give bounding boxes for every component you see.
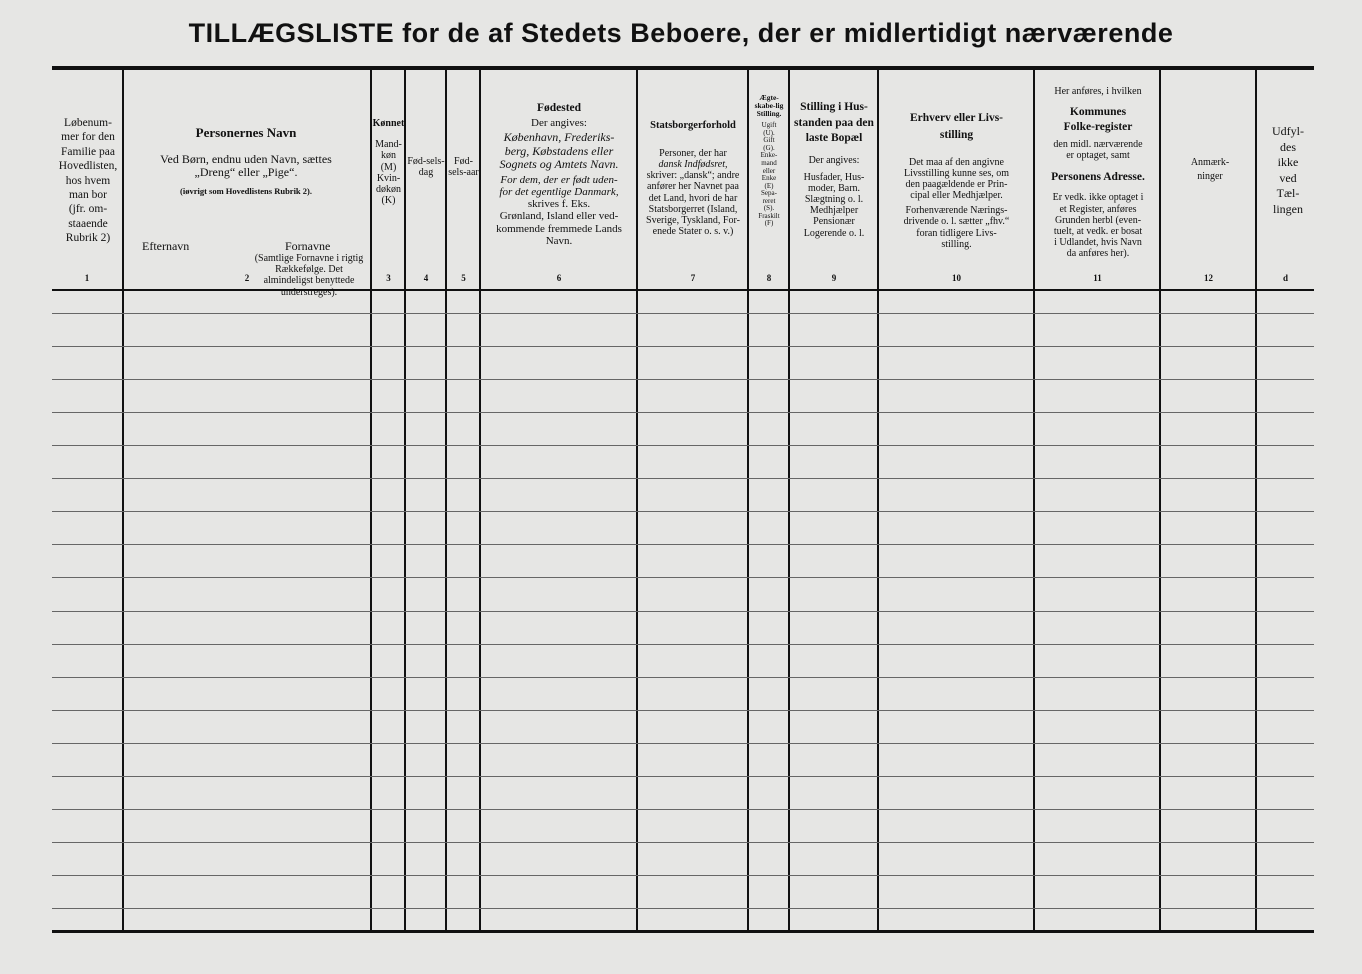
entry-row-line xyxy=(52,677,1314,678)
col2-sub-fornavne-note: (Samtlige Fornavne i rigtig Rækkefølge. Det almindeligst benyttede understreges). xyxy=(254,253,364,298)
column-divider xyxy=(479,66,481,930)
entry-row-line xyxy=(52,875,1314,876)
col-number: 11 xyxy=(1093,273,1102,283)
column-divider xyxy=(747,66,749,930)
col9-header: Stilling i Hus-standen paa den laste Bopæl Der angives: Husfader, Hus- moder, Barn. Slægtning o. l. Medhjælper Pensionær Logerende o. l. xyxy=(794,101,874,239)
entry-row-line xyxy=(52,577,1314,578)
col-number: 9 xyxy=(831,273,837,283)
col2-sub-fornavne: Fornavne xyxy=(285,239,331,253)
col8-header: Ægte-skabe-lig Stilling. Ugift (U). Gift (G). Enke- mand eller Enke (E) Sepa- reret (S). Fraskilt (F) xyxy=(754,93,784,228)
column-divider xyxy=(1033,66,1035,930)
entry-row-line xyxy=(52,478,1314,479)
col-number: 4 xyxy=(423,273,429,283)
column-divider xyxy=(1159,66,1161,930)
entry-row-line xyxy=(52,809,1314,810)
cold-header: Udfyl- des ikke ved Tæl- lingen xyxy=(1272,124,1304,216)
entry-row-line xyxy=(52,743,1314,744)
entry-row-line xyxy=(52,611,1314,612)
col5-header: Fød-sels-aar xyxy=(448,156,479,179)
col3-header: Kønnet Mand- køn (M) Kvin- døkøn (K) xyxy=(372,118,405,207)
form-title: TILLÆGSLISTE for de af Stedets Beboere, der er midlertidigt nærværende xyxy=(188,18,1174,48)
col2-heading: Personernes Navn xyxy=(195,125,297,140)
column-divider xyxy=(370,66,372,930)
entry-row-line xyxy=(52,511,1314,512)
column-divider xyxy=(1255,66,1257,930)
col-number: 6 xyxy=(556,273,562,283)
entry-row-line xyxy=(52,313,1314,314)
col4-header: Fød-sels-dag xyxy=(407,156,445,179)
column-divider xyxy=(445,66,447,930)
col-number: 2 xyxy=(244,273,250,283)
col-number: d xyxy=(1282,273,1288,283)
col10-header: Erhverv eller Livs-stilling Det maa af den angivne Livsstilling kunne ses, om den paagældende er Prin- cipal eller Medhjælper. Forhenværende Nærings- drivende o. l. sætter „fhv.“ foran tidligere Livs- stilling. xyxy=(903,112,1010,250)
col-number: 8 xyxy=(766,273,772,283)
col6-header: Fødested Der angives: København, Frederiks- berg, Købstadens eller Sognets og Amtets Navn. For dem, der er født uden- for det egentlige Danmark, skrives f. Eks. Grønland, Island eller ved- kommende fremmede Lands Navn. xyxy=(496,102,622,248)
entry-row-line xyxy=(52,346,1314,347)
entry-row-line xyxy=(52,842,1314,843)
header-rule xyxy=(52,289,1314,291)
entry-row-line xyxy=(52,710,1314,711)
col-number: 10 xyxy=(952,273,961,283)
col2-header: Personernes Navn Ved Børn, endnu uden Navn, sættes „Dreng“ eller „Pige“. (iøvrigt som Hovedlistens Rubrik 2). xyxy=(126,126,366,197)
entry-row-line xyxy=(52,908,1314,909)
entry-row-line xyxy=(52,445,1314,446)
entry-row-line xyxy=(52,644,1314,645)
bottom-rule xyxy=(52,930,1314,933)
entry-row-line xyxy=(52,776,1314,777)
top-rule xyxy=(52,66,1314,70)
col-number: 7 xyxy=(690,273,696,283)
entry-row-line xyxy=(52,379,1314,380)
column-divider xyxy=(636,66,638,930)
col-number: 12 xyxy=(1204,273,1213,283)
col7-header: Statsborgerforhold Personer, der har dansk Indfødsret, skriver: „dansk“; andre anfører her Navnet paa det Land, hvori de har Statsborgerret (Island, Sverige, Tyskland, For- enede Stater o. s. v.) xyxy=(646,120,740,238)
column-divider xyxy=(404,66,406,930)
col-number: 3 xyxy=(386,273,391,283)
col-number: 1 xyxy=(84,273,90,283)
column-divider xyxy=(877,66,879,930)
col11-header: Her anføres, i hvilken Kommunes Folke-register den midl. nærværende er optaget, samt Personens Adresse. Er vedk. ikke optaget i et Register, anføres Grunden herbl (even- tuelt, at vedk. er bosat i Udlandet, hvis Navn da anføres her). xyxy=(1051,86,1145,260)
entry-row-line xyxy=(52,412,1314,413)
col12-header: Anmærk-ninger xyxy=(1190,157,1230,182)
col2-sub-efternavn: Efternavn xyxy=(142,239,190,253)
column-divider xyxy=(788,66,790,930)
col1-header: Løbenum- mer for den Familie paa Hovedlisten, hos hvem man bor (jfr. om- staaende Rubrik 2) xyxy=(58,117,118,244)
column-divider xyxy=(122,66,124,930)
col-number: 5 xyxy=(461,273,466,283)
entry-row-line xyxy=(52,544,1314,545)
